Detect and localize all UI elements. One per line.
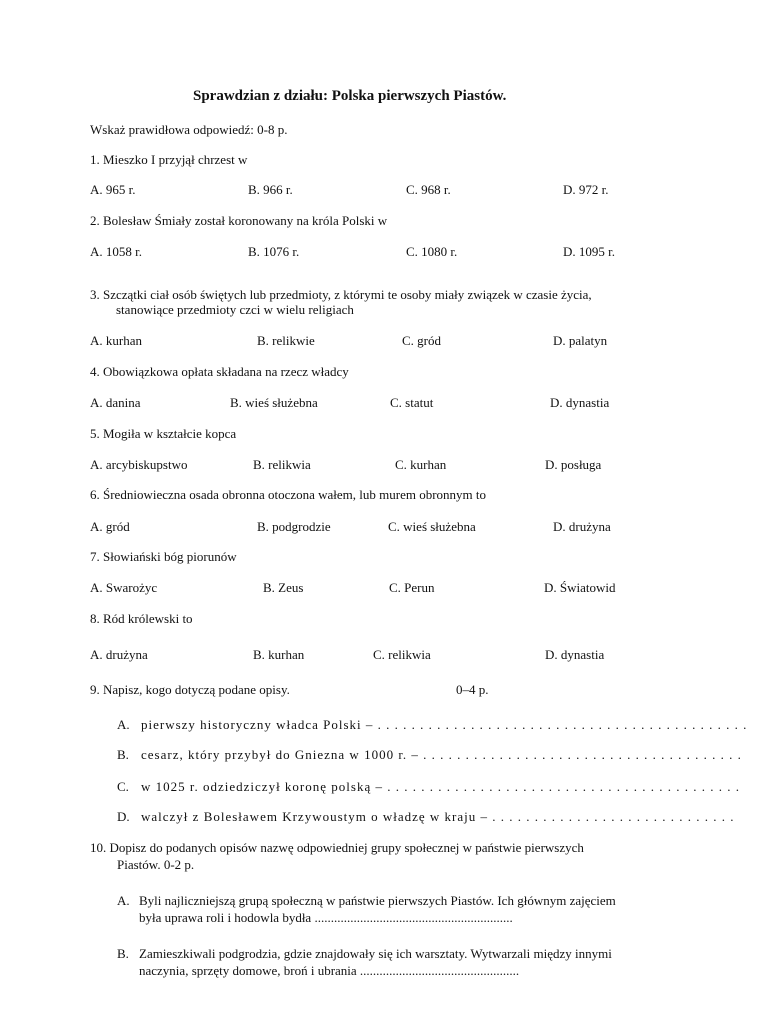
q9-item-b-letter: B. bbox=[117, 747, 129, 762]
question-6: 6. Średniowieczna osada obronna otoczona wałem, lub murem obronnym to bbox=[90, 487, 487, 502]
question-9: 9. Napisz, kogo dotyczą podane opisy. bbox=[90, 682, 290, 697]
question-9-points: 0–4 p. bbox=[456, 682, 489, 697]
q7-option-d: D. Światowid bbox=[544, 580, 616, 595]
q10-item-a-line-2: była uprawa roli i hodowla bydła ............................................................. bbox=[139, 910, 513, 925]
q9-item-d-text: walczył z Bolesławem Krzywoustym o władzę w kraju – . . . . . . . . . . . . . . . . . . . . . . . . . . . . . bbox=[141, 809, 735, 824]
q5-option-c: C. kurhan bbox=[395, 457, 447, 472]
q1-option-b: B. 966 r. bbox=[248, 182, 293, 197]
q3-option-a: A. kurhan bbox=[90, 333, 142, 348]
q4-option-b: B. wieś służebna bbox=[230, 395, 318, 410]
q8-option-b: B. kurhan bbox=[253, 647, 305, 662]
question-8: 8. Ród królewski to bbox=[90, 611, 193, 626]
question-7: 7. Słowiański bóg piorunów bbox=[90, 549, 237, 564]
question-4: 4. Obowiązkowa opłata składana na rzecz władcy bbox=[90, 364, 349, 379]
q4-option-d: D. dynastia bbox=[550, 395, 610, 410]
q9-item-a-letter: A. bbox=[117, 717, 130, 732]
q2-option-b: B. 1076 r. bbox=[248, 244, 300, 259]
q4-option-a: A. danina bbox=[90, 395, 141, 410]
q9-item-a-text: pierwszy historyczny władca Polski – . . . . . . . . . . . . . . . . . . . . . . . . . . . . . . . . . . . . . . . . . . . . bbox=[141, 717, 748, 732]
q6-option-d: D. drużyna bbox=[553, 519, 611, 534]
question-1: 1. Mieszko I przyjął chrzest w bbox=[90, 152, 248, 167]
q5-option-a: A. arcybiskupstwo bbox=[90, 457, 188, 472]
q6-option-b: B. podgrodzie bbox=[257, 519, 331, 534]
q10-item-b-line-2: naczynia, sprzęty domowe, broń i ubrania ................................................. bbox=[139, 963, 520, 978]
q5-option-d: D. posługa bbox=[545, 457, 602, 472]
instruction: Wskaż prawidłowa odpowiedź: 0-8 p. bbox=[90, 122, 288, 137]
q6-option-a: A. gród bbox=[90, 519, 130, 534]
question-5: 5. Mogiła w kształcie kopca bbox=[90, 426, 237, 441]
q2-option-c: C. 1080 r. bbox=[406, 244, 458, 259]
q9-item-b-text: cesarz, który przybył do Gniezna w 1000 r. – . . . . . . . . . . . . . . . . . . . . . . . . . . . . . . . . . . . . . . bbox=[141, 747, 742, 762]
q3-option-d: D. palatyn bbox=[553, 333, 608, 348]
q10-item-a-letter: A. bbox=[117, 893, 130, 908]
q10-item-a-line-1: Byli najliczniejszą grupą społeczną w państwie pierwszych Piastów. Ich głównym zajęciem bbox=[139, 893, 616, 908]
q1-option-a: A. 965 r. bbox=[90, 182, 136, 197]
q7-option-b: B. Zeus bbox=[263, 580, 304, 595]
q7-option-c: C. Perun bbox=[389, 580, 435, 595]
q9-item-d-letter: D. bbox=[117, 809, 130, 824]
q9-item-c-letter: C. bbox=[117, 779, 129, 794]
q5-option-b: B. relikwia bbox=[253, 457, 311, 472]
page-title: Sprawdzian z działu: Polska pierwszych Piastów. bbox=[193, 88, 507, 104]
q8-option-c: C. relikwia bbox=[373, 647, 431, 662]
q8-option-a: A. drużyna bbox=[90, 647, 148, 662]
q10-item-b-line-1: Zamieszkiwali podgrodzia, gdzie znajdowały się ich warsztaty. Wytwarzali między innymi bbox=[139, 946, 612, 961]
question-2: 2. Bolesław Śmiały został koronowany na króla Polski w bbox=[90, 213, 388, 228]
q3-option-b: B. relikwie bbox=[257, 333, 315, 348]
q8-option-d: D. dynastia bbox=[545, 647, 605, 662]
question-3-line-1: 3. Szczątki ciał osób świętych lub przedmioty, z którymi te osoby miały związek w czasie życia, bbox=[90, 287, 592, 302]
q10-item-b-letter: B. bbox=[117, 946, 129, 961]
q4-option-c: C. statut bbox=[390, 395, 434, 410]
q6-option-c: C. wieś służebna bbox=[388, 519, 476, 534]
q1-option-c: C. 968 r. bbox=[406, 182, 451, 197]
q7-option-a: A. Swarożyc bbox=[90, 580, 158, 595]
q3-option-c: C. gród bbox=[402, 333, 441, 348]
q2-option-a: A. 1058 r. bbox=[90, 244, 142, 259]
q9-item-c-text: w 1025 r. odziedziczył koronę polską – . . . . . . . . . . . . . . . . . . . . . . . . . . . . . . . . . . . . . . . . . . bbox=[141, 779, 740, 794]
question-10-line-2: Piastów. 0-2 p. bbox=[117, 857, 195, 872]
question-10-line-1: 10. Dopisz do podanych opisów nazwę odpowiedniej grupy społecznej w państwie pierwszych bbox=[90, 840, 584, 855]
q1-option-d: D. 972 r. bbox=[563, 182, 609, 197]
question-3-line-2: stanowiące przedmioty czci w wielu religiach bbox=[116, 302, 354, 317]
q2-option-d: D. 1095 r. bbox=[563, 244, 615, 259]
